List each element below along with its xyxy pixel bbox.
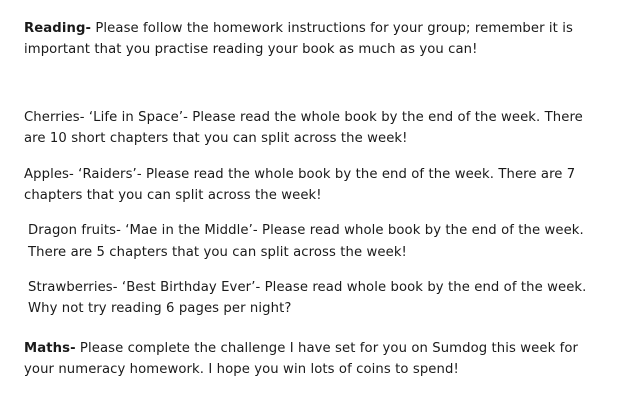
paragraph-apples — [24, 164, 591, 207]
maths-body-text: Please complete the challenge I have set for you on Sumdog this week for your numeracy homework. I hope you win lots of coins to spend! — [24, 340, 579, 378]
dragon-fruits-body-text: Dragon fruits- ‘Mae in the Middle’- Please read whole book by the end of the week. There are 5 chapters that you can split across the week! — [28, 223, 584, 260]
strawberries-body-text: Strawberries- ‘Best Birthday Ever’- Please read whole book by the end of the week. Why not try reading 6 pages per night? — [28, 280, 587, 317]
cherries-body-text: Cherries- ‘Life in Space’- Please read the whole book by the end of the week. There are 10 short chapters that you can split across the week! — [24, 109, 583, 147]
reading-heading-label: Reading- — [24, 21, 92, 36]
apples-body-text: Apples- ‘Raiders’- Please read the whole book by the end of the week. There are 7 chapters that you can split across the week! — [24, 166, 576, 203]
paragraph-maths — [24, 338, 591, 381]
paragraph-cherries — [24, 107, 591, 150]
maths-heading-label: Maths- — [24, 340, 76, 356]
reading-body-text: Please follow the homework instructions for your group; remember it is important that you practise reading your book as much as you can! — [24, 21, 573, 58]
spacer — [24, 61, 591, 107]
paragraph-dragon-fruits — [24, 220, 591, 263]
paragraph-strawberries — [24, 277, 591, 320]
paragraph-reading — [24, 18, 591, 61]
